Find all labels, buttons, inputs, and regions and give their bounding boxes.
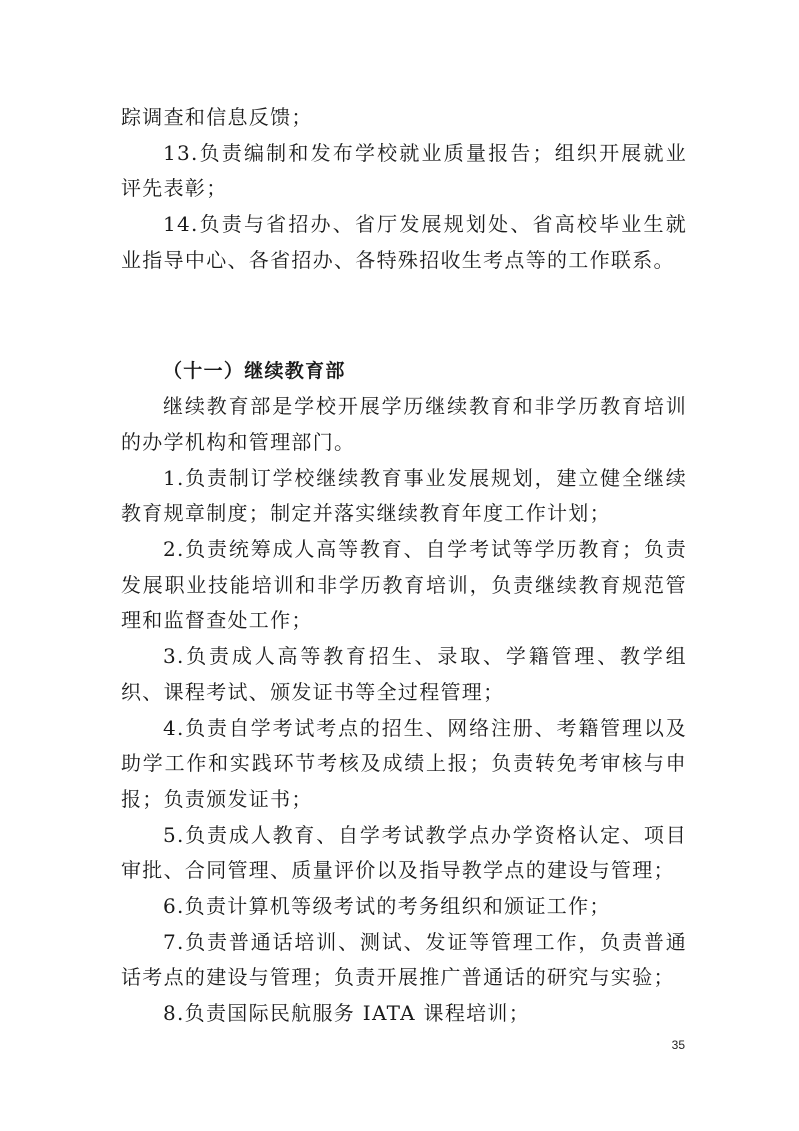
list-item-3: 3.负责成人高等教育招生、录取、学籍管理、教学组织、课程考试、颁发证书等全过程管理； [121, 644, 687, 704]
section-intro: 继续教育部是学校开展学历继续教育和非学历教育培训的办学机构和管理部门。 [121, 394, 687, 454]
list-item-2: 2.负责统筹成人高等教育、自学考试等学历教育；负责发展职业技能培训和非学历教育培训，负责继续教育规范管理和监督查处工作； [121, 537, 687, 633]
list-item-4: 4.负责自学考试考点的招生、网络注册、考籍管理以及助学工作和实践环节考核及成绩上报；负责转免考审核与申报；负责颁发证书； [121, 715, 687, 811]
page-number: 35 [671, 1038, 685, 1052]
section-spacer [121, 279, 687, 354]
paragraph-item-14: 14.负责与省招办、省厅发展规划处、省高校毕业生就业指导中心、各省招办、各特殊招收生考点等的工作联系。 [121, 212, 687, 272]
list-item-6: 6.负责计算机等级考试的考务组织和颁证工作； [163, 894, 611, 919]
document-body [121, 100, 687, 1032]
list-item-5: 5.负责成人教育、自学考试教学点办学资格认定、项目审批、合同管理、质量评价以及指导教学点的建设与管理； [121, 822, 687, 883]
list-item-1: 1.负责制订学校继续教育事业发展规划，建立健全继续教育规章制度；制定并落实继续教育年度工作计划； [121, 465, 687, 526]
paragraph-continuation: 踪调查和信息反馈； [121, 105, 313, 129]
list-item-7: 7.负责普通话培训、测试、发证等管理工作，负责普通话考点的建设与管理；负责开展推广普通话的研究与实验； [121, 929, 687, 990]
paragraph-item-13: 13.负责编制和发布学校就业质量报告；组织开展就业评先表彰； [121, 140, 687, 201]
list-item-8: 8.负责国际民航服务 IATA 课程培训； [163, 1001, 531, 1026]
section-heading: （十一）继续教育部 [163, 359, 346, 382]
